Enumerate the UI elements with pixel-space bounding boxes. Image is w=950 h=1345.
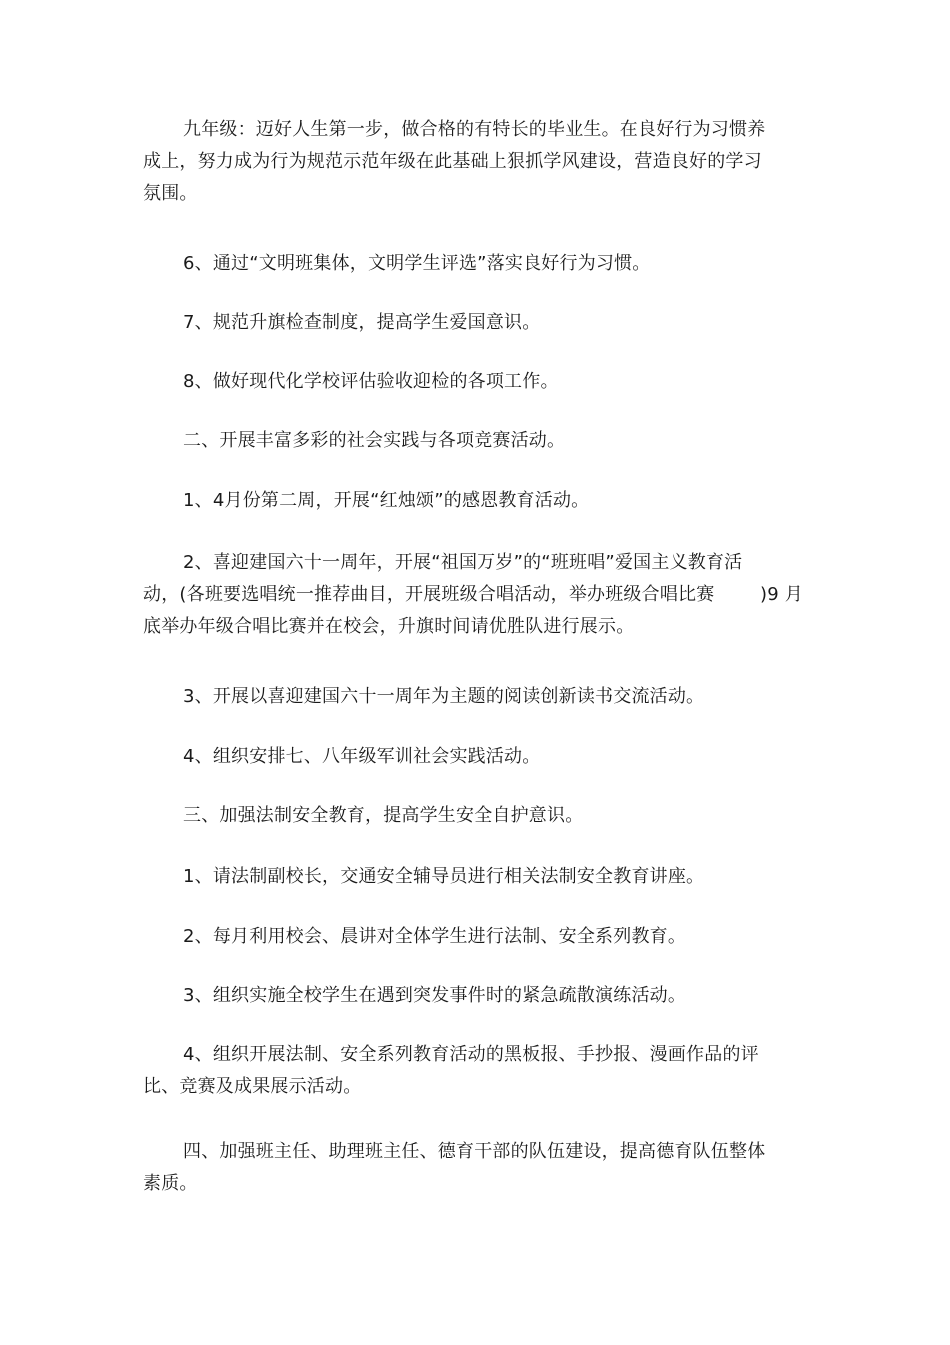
text-line: 二、开展丰富多彩的社会实践与各项竞赛活动。 xyxy=(183,430,566,451)
text-fragment: )9 月 xyxy=(760,584,803,605)
text-line: 九年级：迈好人生第一步，做合格的有特长的毕业生。在良好行为习惯养 xyxy=(183,119,766,140)
paragraph-sec3-item-1 xyxy=(143,861,803,893)
text-line: 2、喜迎建国六十一周年，开展“祖国万岁”的“班班唱”爱国主义教育活 xyxy=(183,552,743,573)
text-line: 2、每月利用校会、晨讲对全体学生进行法制、安全系列教育。 xyxy=(183,926,687,947)
section-heading-4 xyxy=(143,1136,803,1200)
section-heading-3 xyxy=(143,800,803,832)
paragraph-sec3-item-4 xyxy=(143,1039,803,1103)
text-line: 8、做好现代化学校评估验收迎检的各项工作。 xyxy=(183,371,559,392)
text-line: 成上，努力成为行为规范示范年级在此基础上狠抓学风建设，营造良好的学习 xyxy=(143,151,762,172)
paragraph-grade9 xyxy=(143,114,803,210)
text-line: 1、请法制副校长，交通安全辅导员进行相关法制安全教育讲座。 xyxy=(183,866,705,887)
text-line: 7、规范升旗检查制度，提高学生爱国意识。 xyxy=(183,312,541,333)
text-line: 4、组织安排七、八年级军训社会实践活动。 xyxy=(183,746,541,767)
text-line: 3、开展以喜迎建国六十一周年为主题的阅读创新读书交流活动。 xyxy=(183,686,705,707)
paragraph-item-6 xyxy=(143,248,803,280)
section-heading-2 xyxy=(143,425,803,457)
text-line xyxy=(143,579,803,611)
text-line: 四、加强班主任、助理班主任、德育干部的队伍建设，提高德育队伍整体 xyxy=(183,1141,766,1162)
paragraph-sec2-item-4 xyxy=(143,741,803,773)
paragraph-sec3-item-3 xyxy=(143,980,803,1012)
paragraph-sec2-item-3 xyxy=(143,681,803,713)
text-line: 氛围。 xyxy=(143,183,198,204)
text-line: 6、通过“文明班集体，文明学生评选”落实良好行为习惯。 xyxy=(183,253,651,274)
text-line: 三、加强法制安全教育，提高学生安全自护意识。 xyxy=(183,805,584,826)
text-line: 比、竞赛及成果展示活动。 xyxy=(143,1076,362,1097)
paragraph-sec2-item-2 xyxy=(143,547,803,643)
paragraph-item-7 xyxy=(143,307,803,339)
paragraph-sec3-item-2 xyxy=(143,921,803,953)
text-line: 4、组织开展法制、安全系列教育活动的黑板报、手抄报、漫画作品的评 xyxy=(183,1044,759,1065)
paragraph-item-8 xyxy=(143,366,803,398)
paragraph-sec2-item-1 xyxy=(143,485,803,517)
text-fragment: 动，(各班要选唱统一推荐曲目，开展班级合唱活动，举办班级合唱比赛 xyxy=(143,584,715,605)
text-line: 3、组织实施全校学生在遇到突发事件时的紧急疏散演练活动。 xyxy=(183,985,687,1006)
text-line: 底举办年级合唱比赛并在校会，升旗时间请优胜队进行展示。 xyxy=(143,616,635,637)
text-line: 素质。 xyxy=(143,1173,198,1194)
text-line: 1、4月份第二周，开展“红烛颂”的感恩教育活动。 xyxy=(183,490,590,511)
